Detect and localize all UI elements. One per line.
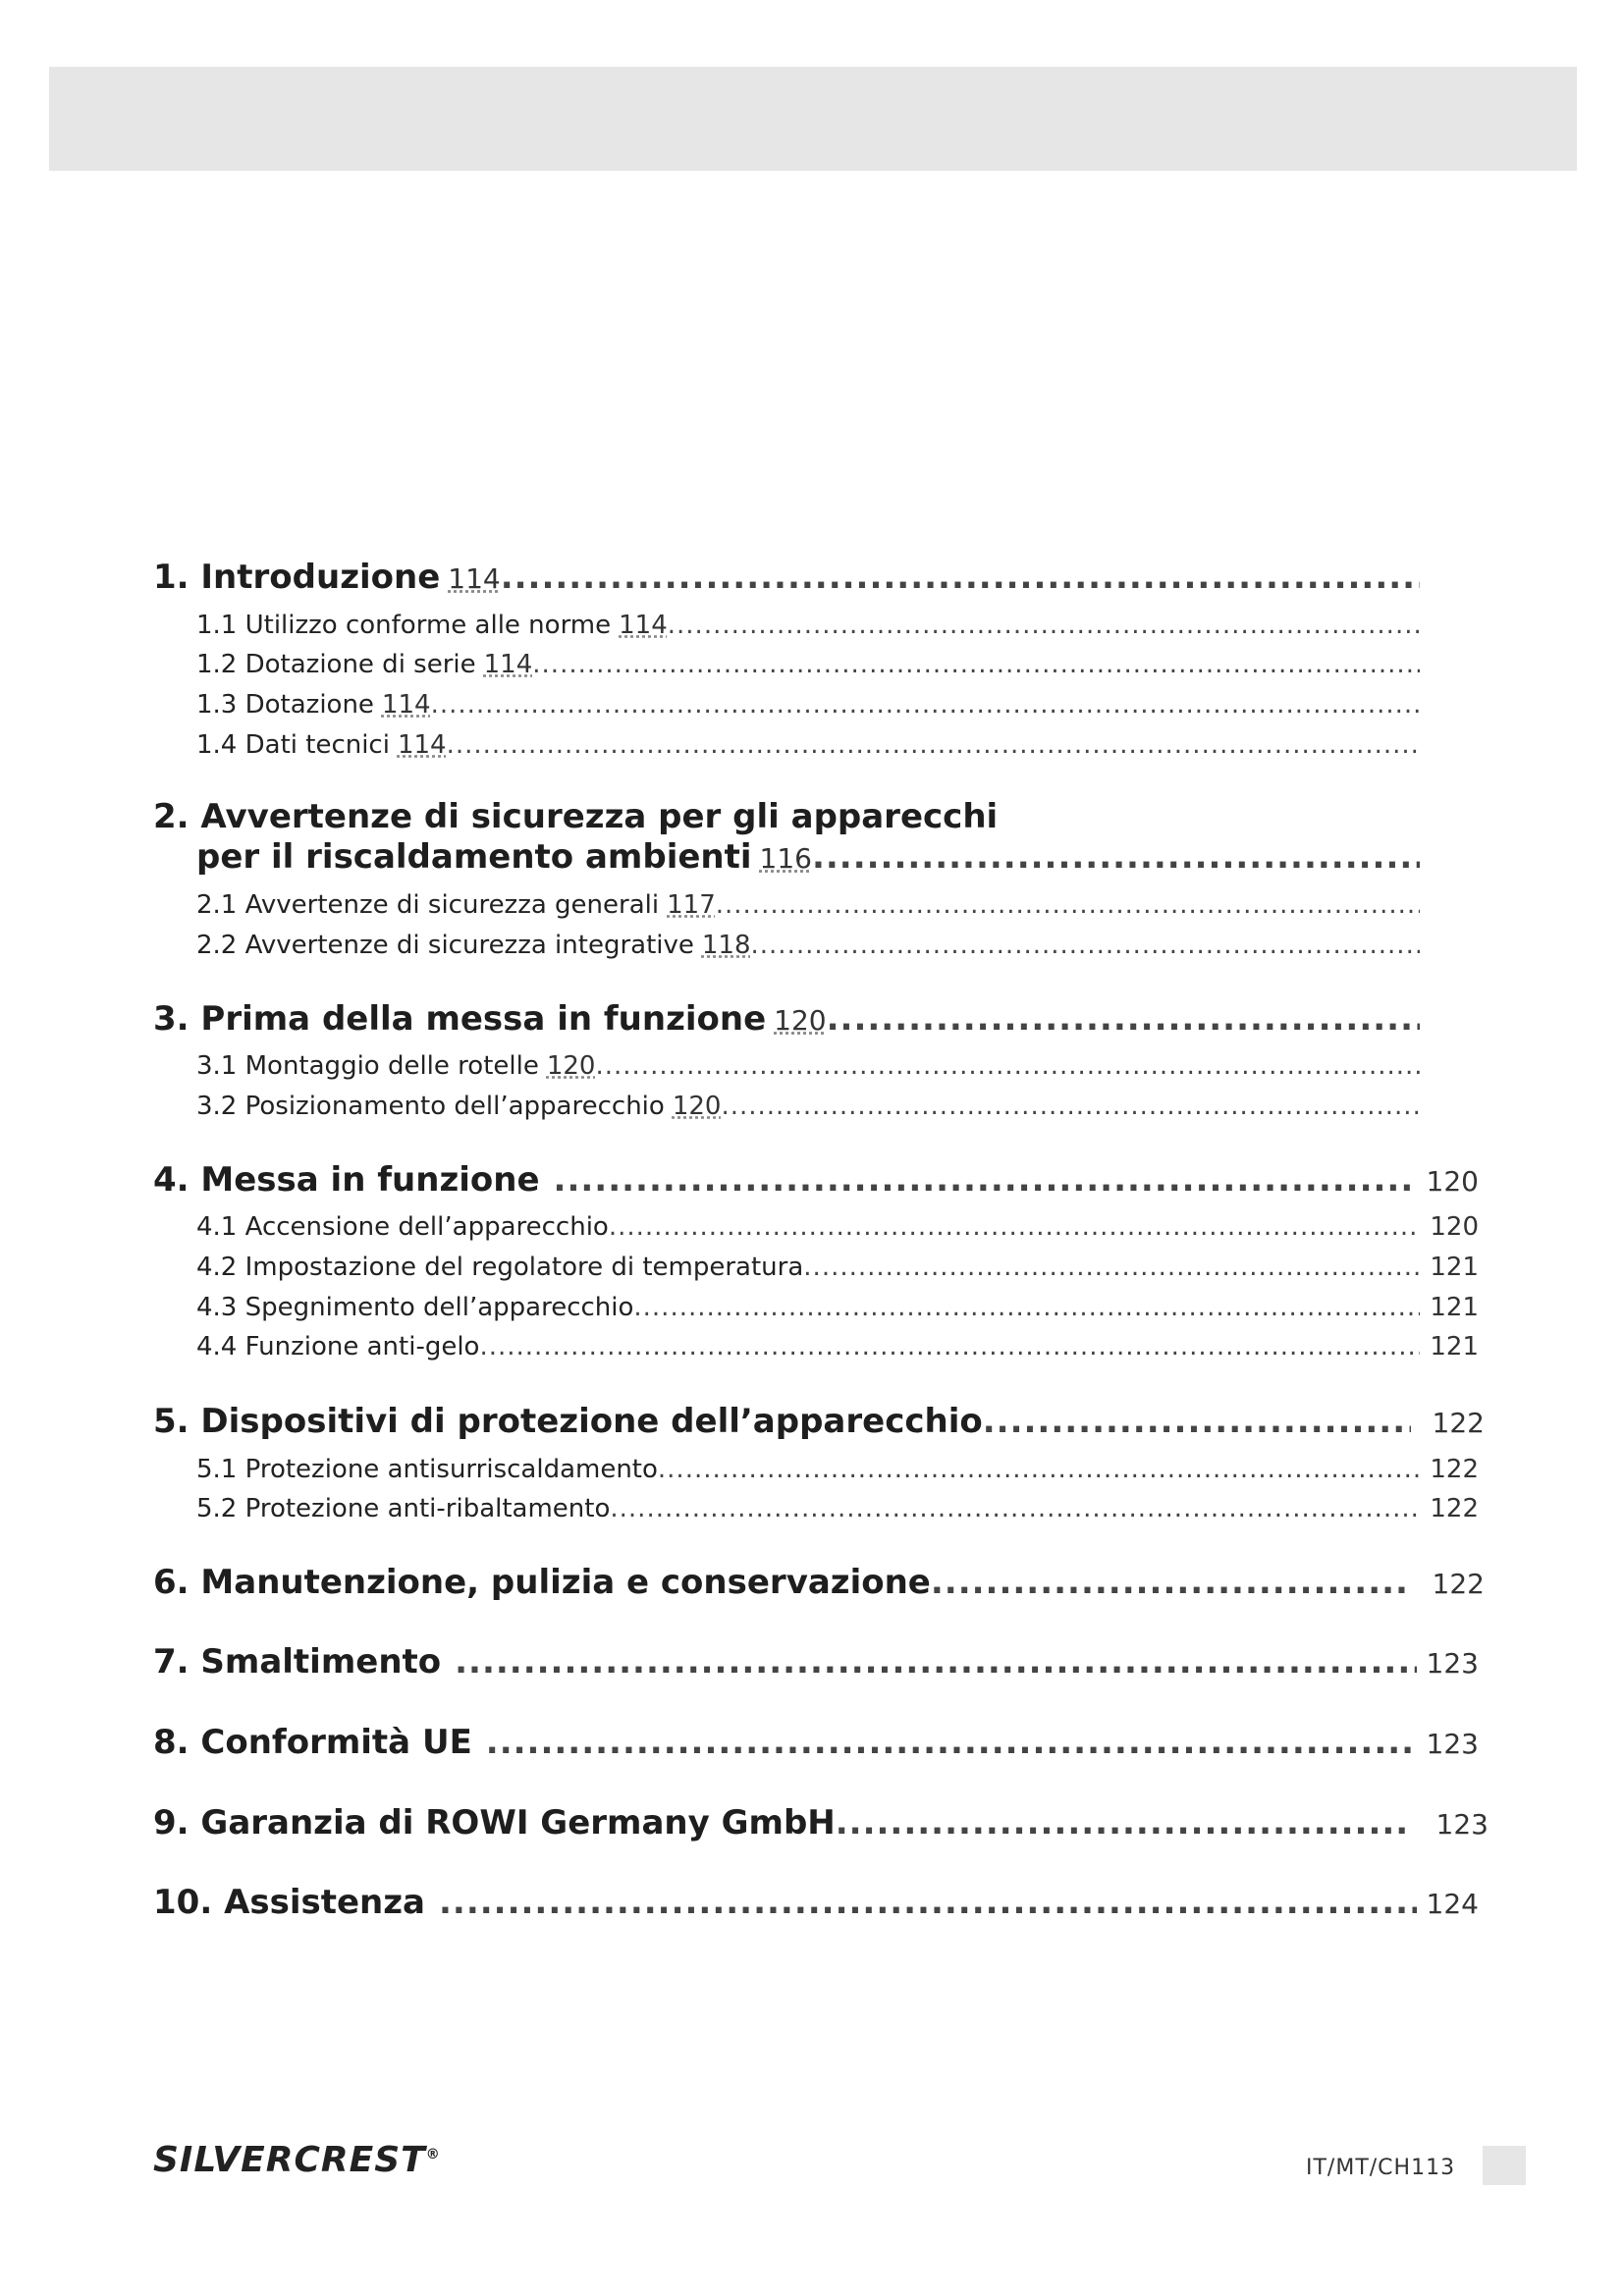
toc-section-4-2[interactable] bbox=[196, 1253, 1479, 1282]
toc-section-1-1[interactable] bbox=[196, 611, 1420, 640]
leader-dots bbox=[447, 730, 1420, 760]
toc-page: 114 bbox=[397, 730, 447, 760]
toc-label: 7. Smaltimento bbox=[153, 1642, 442, 1682]
toc-page: 114 bbox=[619, 611, 668, 640]
toc-page: 121 bbox=[1430, 1332, 1479, 1362]
leader-dots bbox=[931, 1563, 1411, 1602]
leader-dots bbox=[610, 1494, 1420, 1523]
toc-section-4-3[interactable] bbox=[196, 1293, 1479, 1322]
toc-section-3[interactable] bbox=[153, 999, 1420, 1039]
leader-dots bbox=[595, 1051, 1420, 1081]
toc-label: 4.2 Impostazione del regolatore di temperatura bbox=[196, 1253, 804, 1282]
toc-label: 6. Manutenzione, pulizia e conservazione bbox=[153, 1563, 931, 1602]
toc-page: 123 bbox=[1426, 1647, 1479, 1680]
toc-label: 8. Conformità UE bbox=[153, 1723, 472, 1762]
toc-label: 5.2 Protezione anti-ribaltamento bbox=[196, 1494, 611, 1523]
toc-label: 1.3 Dotazione bbox=[196, 690, 374, 720]
leader-dots bbox=[668, 611, 1420, 640]
toc-section-2[interactable] bbox=[196, 837, 1420, 877]
toc-label: 1. Introduzione bbox=[153, 558, 441, 597]
toc-section-4[interactable] bbox=[153, 1160, 1479, 1200]
silvercrest-logo bbox=[153, 2140, 441, 2180]
toc-label: 9. Garanzia di ROWI Germany GmbH bbox=[153, 1803, 836, 1842]
toc-page: 121 bbox=[1430, 1253, 1479, 1282]
leader-dots bbox=[479, 1332, 1420, 1362]
toc-page: 114 bbox=[381, 690, 431, 720]
toc-label: 3. Prima della messa in funzione bbox=[153, 999, 767, 1039]
toc-label: 1.4 Dati tecnici bbox=[196, 730, 390, 760]
toc-section-1[interactable] bbox=[153, 558, 1420, 597]
toc-page: 123 bbox=[1426, 1728, 1479, 1760]
toc-label: 1.1 Utilizzo conforme alle norme bbox=[196, 611, 612, 640]
registered-mark: ® bbox=[425, 2147, 441, 2163]
toc-section-7[interactable] bbox=[153, 1642, 1479, 1682]
toc-section-9[interactable] bbox=[153, 1803, 1489, 1842]
toc-label: 4.1 Accensione dell’apparecchio bbox=[196, 1212, 609, 1242]
toc-section-10[interactable] bbox=[153, 1883, 1479, 1922]
toc-section-1-2[interactable] bbox=[196, 650, 1420, 679]
leader-dots bbox=[486, 1723, 1417, 1762]
toc-section-3-1[interactable] bbox=[196, 1051, 1420, 1081]
page-number-box bbox=[1483, 2146, 1526, 2185]
leader-dots bbox=[431, 690, 1420, 720]
toc-label: 1.2 Dotazione di serie bbox=[196, 650, 476, 679]
leader-dots bbox=[633, 1293, 1420, 1322]
leader-dots bbox=[554, 1160, 1417, 1200]
toc-page: 120 bbox=[1426, 1165, 1479, 1198]
page-code: IT/MT/CH113 bbox=[1306, 2156, 1456, 2180]
leader-dots bbox=[836, 1803, 1411, 1842]
toc-label: 2.1 Avvertenze di sicurezza generali bbox=[196, 890, 660, 920]
toc-section-6[interactable] bbox=[153, 1563, 1485, 1602]
toc-section-5[interactable] bbox=[153, 1402, 1485, 1441]
toc-section-5-1[interactable] bbox=[196, 1455, 1479, 1484]
toc-label: 4.4 Funzione anti-gelo bbox=[196, 1332, 480, 1362]
toc-label: 5. Dispositivi di protezione dell’apparecchio bbox=[153, 1402, 983, 1441]
toc-page: 122 bbox=[1430, 1455, 1479, 1484]
toc-page: 114 bbox=[448, 562, 501, 595]
toc-label: 4. Messa in funzione bbox=[153, 1160, 540, 1200]
toc-section-1-4[interactable] bbox=[196, 730, 1420, 760]
toc-label: per il riscaldamento ambienti bbox=[196, 837, 752, 877]
toc-page: 114 bbox=[483, 650, 533, 679]
toc-label: 3.1 Montaggio delle rotelle bbox=[196, 1051, 539, 1081]
toc-section-2-1[interactable] bbox=[196, 890, 1420, 920]
leader-dots bbox=[751, 931, 1420, 960]
toc-page: 123 bbox=[1435, 1808, 1489, 1841]
toc-label: 3.2 Posizionamento dell’apparecchio bbox=[196, 1092, 665, 1121]
toc-section-4-4[interactable] bbox=[196, 1332, 1479, 1362]
leader-dots bbox=[983, 1402, 1411, 1441]
toc-label: 2.2 Avvertenze di sicurezza integrative bbox=[196, 931, 694, 960]
leader-dots bbox=[721, 1092, 1420, 1121]
toc-page: 124 bbox=[1426, 1888, 1479, 1920]
toc-page: 120 bbox=[672, 1092, 722, 1121]
brand-name: SILVERCREST bbox=[153, 2140, 426, 2180]
toc-page: 120 bbox=[774, 1004, 827, 1037]
toc-section-2-2[interactable] bbox=[196, 931, 1420, 960]
toc-page: 120 bbox=[546, 1051, 596, 1081]
toc-page: 116 bbox=[759, 842, 812, 875]
toc-section-4-1[interactable] bbox=[196, 1212, 1479, 1242]
toc-label: 4.3 Spegnimento dell’apparecchio bbox=[196, 1293, 634, 1322]
leader-dots bbox=[658, 1455, 1420, 1484]
toc-page: 122 bbox=[1430, 1494, 1479, 1523]
leader-dots bbox=[455, 1642, 1416, 1682]
leader-dots bbox=[812, 837, 1420, 877]
leader-dots bbox=[716, 890, 1420, 920]
leader-dots bbox=[609, 1212, 1421, 1242]
toc-section-5-2[interactable] bbox=[196, 1494, 1479, 1523]
leader-dots bbox=[532, 650, 1420, 679]
toc-page: 122 bbox=[1432, 1407, 1485, 1439]
toc-section-1-3[interactable] bbox=[196, 690, 1420, 720]
leader-dots bbox=[439, 1883, 1417, 1922]
leader-dots bbox=[827, 999, 1420, 1039]
toc-label: 10. Assistenza bbox=[153, 1883, 425, 1922]
toc-label: 5.1 Protezione antisurriscaldamento bbox=[196, 1455, 658, 1484]
toc-page: 120 bbox=[1430, 1212, 1479, 1242]
toc-page: 122 bbox=[1432, 1568, 1485, 1600]
toc-page: 118 bbox=[701, 931, 751, 960]
toc-section-8[interactable] bbox=[153, 1723, 1479, 1762]
toc-section-3-2[interactable] bbox=[196, 1092, 1420, 1121]
toc-page: 121 bbox=[1430, 1293, 1479, 1322]
toc-page: 117 bbox=[667, 890, 716, 920]
toc-section-2-line1[interactable]: 2. Avvertenze di sicurezza per gli apparecchi bbox=[153, 797, 999, 836]
leader-dots bbox=[803, 1253, 1420, 1282]
leader-dots bbox=[501, 558, 1420, 597]
